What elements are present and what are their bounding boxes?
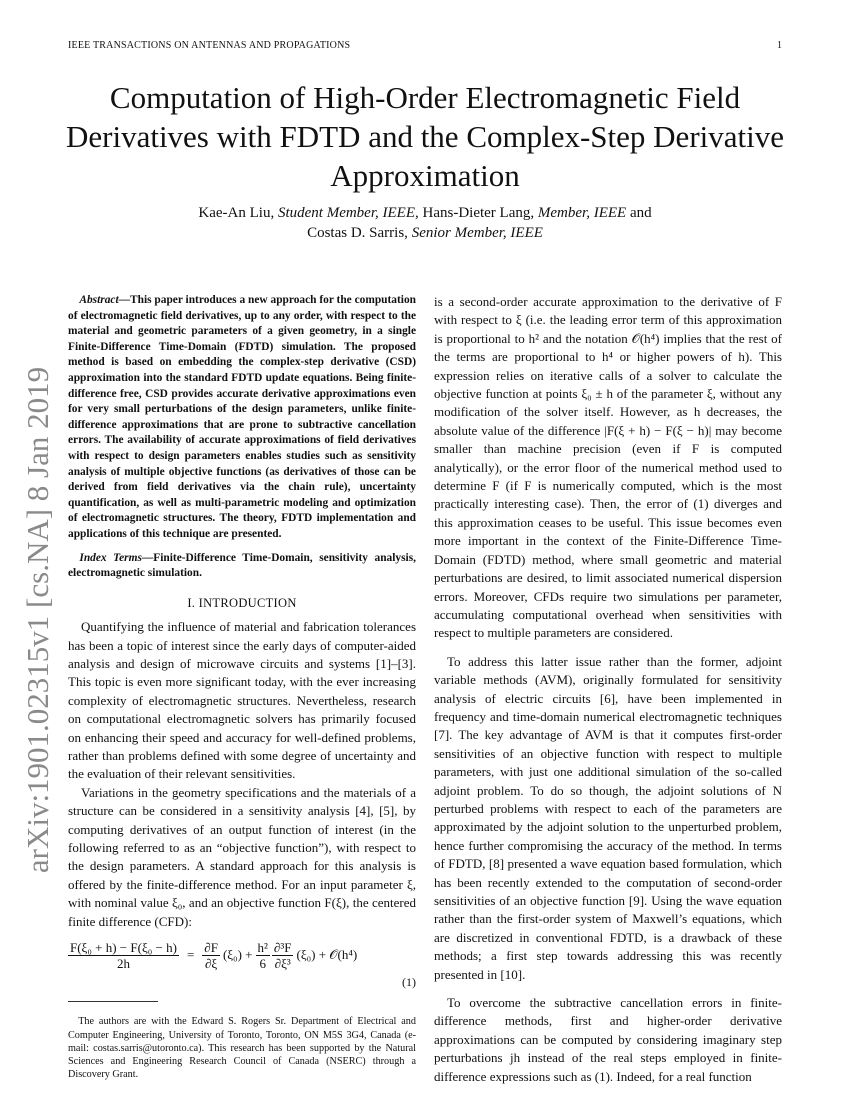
- eq-lhs-fraction: [68, 940, 179, 971]
- page-number: 1: [777, 40, 782, 51]
- abstract-text: —This paper introduces a new approach for the computation of electromagnetic field derivatives, up to any order, with respect to the material and geometric parameters of a given geometry, in a single Finite-Difference Time-Domain (FDTD) simulation. The proposed method is based on embedding the complex-step derivative (CSD) approximation into the standard FDTD update equations. Being finite-difference free, CSD provides accurate derivative approximations even for very small perturbations of the design parameters, unlike finite-difference approximations that are prone to subtractive cancellation errors. The availability of accurate approximations of field derivatives with respect to design parameters enables studies such as sensitivity analysis of multiple objective functions (as derivatives of those can be derived from field derivatives via the chain rule), uncertainty quantification, as well as multi-parametric modeling and optimization of electromagnetic structures. The theory, FDTD implementation and applications of this technique are presented.: [68, 294, 416, 540]
- eq-term1-numerator: ∂F: [204, 939, 218, 955]
- eq-term3-numerator: ∂³F: [273, 939, 292, 955]
- author-list: [60, 203, 790, 243]
- intro-paragraph-2: Variations in the geometry specifications and the materials of a structure can be considered in a sensitivity analysis [4], [5], by computing derivatives of an output function of interest (in the following referred to as an “objective function”), with respect to the design parameters. A standard approach for this analysis is offered by the finite-difference method. For an input parameter ξ, with nominal value ξ₀, and an objective function F(ξ), the centered finite difference (CFD):: [68, 784, 416, 929]
- eq-term3-denominator: ∂ξ³: [274, 955, 291, 971]
- abstract: [68, 293, 416, 543]
- eq-term2-fraction: [256, 940, 270, 971]
- eq-term2-denominator: 6: [259, 955, 266, 971]
- index-terms-label: Index Terms: [79, 551, 142, 564]
- author-2: , Hans-Dieter Lang,: [415, 205, 535, 221]
- author-1-role: Student Member, IEEE: [277, 205, 415, 221]
- right-paragraph-3: To overcome the subtractive cancellation errors in finite-difference methods, first and higher-order derivative approximations can be computed by considering imaginary step perturbations jh instead of the real steps employed in finite-difference expressions such as (1). Indeed, for a real function: [434, 995, 782, 1084]
- arxiv-stamp-text: arXiv:1901.02315v1 [cs.NA] 8 Jan 2019: [20, 366, 55, 874]
- footnote-rule: [68, 1001, 158, 1003]
- eq-term3-fraction: [272, 940, 294, 971]
- equation-number: (1): [402, 975, 416, 989]
- arxiv-stamp: [18, 300, 58, 940]
- author-footnote: The authors are with the Edward S. Rogers Sr. Department of Electrical and Computer Engineering, University of Toronto, Toronto, ON M5S 3G4, Canada (e-mail: costas.sarris@utoronto.ca). This research has been supported by the Natural Sciences and Engineering Research Council of Canada (NSERC) through a Discovery Grant.: [68, 1016, 416, 1081]
- eq-term1-argument: (ξ₀) +: [222, 946, 253, 962]
- left-column: [68, 293, 416, 1081]
- right-column: [434, 293, 782, 1086]
- abstract-label: Abstract: [79, 294, 119, 306]
- eq-term2-numerator: h²: [257, 939, 268, 955]
- eq-lhs-denominator: 2h: [116, 955, 130, 971]
- section-heading-introduction: I. INTRODUCTION: [187, 595, 297, 610]
- equation-1: [68, 937, 416, 973]
- eq-lhs-numerator: F(ξ₀ + h) − F(ξ₀ − h): [70, 939, 177, 955]
- author-3: Costas D. Sarris,: [307, 225, 408, 241]
- paper-title: Computation of High-Order Electromagnetic Field Derivatives with FDTD and the Complex-Step Derivative Approximation: [65, 80, 784, 193]
- author-1: Kae-An Liu,: [198, 205, 275, 221]
- eq-term1-fraction: [202, 940, 220, 971]
- right-paragraph-1: is a second-order accurate approximation to the derivative of F with respect to ξ (i.e. the leading error term of this approximation is proportional to h² and the notation 𝒪(h⁴) implies that the rest of the terms are proportional to h⁴ or higher powers of h). This expression relies on iterative calls of a solver to calculate the objective function at points ξ₀ ± h of the parameter ξ, without any modification of the solver itself. However, as h decreases, the absolute value of the difference |F(ξ + h) − F(ξ − h)| may become smaller than machine precision (even if F is computed analytically), or the error floor of the numerical method used to determine F (if F is numerically computed, which is the most practically interesting case). Then, the error of (1) diverges and this approximation ceases to be useful. This issue becomes even more important in the context of the Finite-Difference Time-Domain (FDTD) method, where small geometric and material perturbations are desired, to limit associated numerical dispersion errors. Moreover, CFDs require two simulations per parameter, accumulating computational overhead when sensitivities with respect to multiple parameters are considered.: [434, 294, 782, 641]
- author-2-role: Member, IEEE: [537, 205, 627, 221]
- index-terms: [68, 551, 416, 582]
- eq-equals: =: [186, 946, 195, 962]
- author-3-role: Senior Member, IEEE: [411, 225, 543, 241]
- author-and: and: [626, 205, 652, 221]
- index-terms-text: —Finite-Difference Time-Domain, sensitivity analysis, electromagnetic simulation.: [68, 551, 416, 580]
- eq-term1-denominator: ∂ξ: [204, 955, 218, 971]
- right-paragraph-2: To address this latter issue rather than the former, adjoint variable methods (AVM), originally formulated for sensitivity analysis of electric circuits [6], have been implemented in frequency and time-domain numerical electromagnetic techniques [7]. The key advantage of AVM is that it computes first-order sensitivities of an objective function with respect to multiple parameters, with just one additional simulation of the so-called adjoint problem. To do so though, the adjoint solutions of N perturbed problems with respect to each of the parameters are approximated by the adjoint solution to the unperturbed problem, hence further compromising the accuracy of the method. In terms of FDTD, [8] presented a wave equation based formulation, which has been recently extended to the computation of second-order sensitivities of an objective function [9]. Using the wave equation rather than the first-order system of Maxwell’s equations, which are discretized in conventional FDTD, is a drawback of these methods; a first step towards addressing this was recently presented in [10].: [434, 653, 782, 982]
- intro-paragraph-1: Quantifying the influence of material and fabrication tolerances has been a topic of interest since the early days of computer-aided analysis and design of microwave circuits and systems [1]–[3]. This topic is even more significant today, with the ever increasing complexity of electromagnetic structures. Nevertheless, research on computational electromagnetic solvers has primarily focused on enhancing their speed and accuracy for well-defined problems, rather than problems defined with some degree of uncertainty and the evaluation of their relevant sensitivities.: [68, 619, 416, 782]
- journal-header: IEEE TRANSACTIONS ON ANTENNAS AND PROPAGATIONS: [68, 40, 351, 51]
- eq-term3-argument: (ξ₀) + 𝒪(h⁴): [296, 946, 358, 962]
